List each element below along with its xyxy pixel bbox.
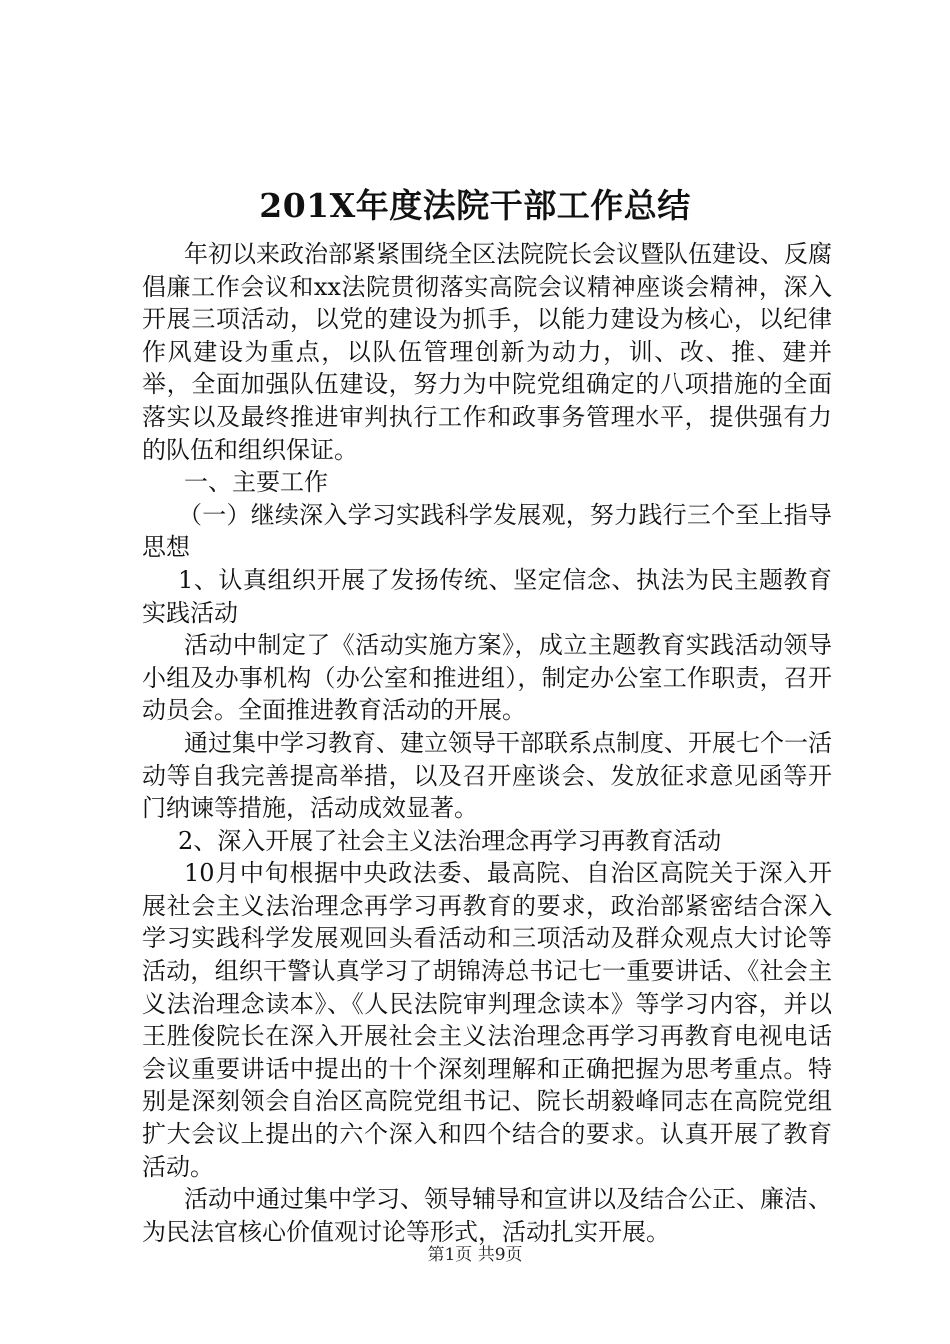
item-heading-1: 1、认真组织开展了发扬传统、坚定信念、执法为民主题教育实践活动 xyxy=(142,565,832,627)
paragraph-intro: 年初以来政治部紧紧围绕全区法院院长会议暨队伍建设、反腐倡廉工作会议和xx法院贯彻落实高院会议精神座谈会精神，深入开展三项活动，以党的建设为抓手，以能力建设为核心，以纪律作风建设为重点，以队伍管理创新为动力，训、改、推、建并举，全面加强队伍建设，努力为中院党组确定的八项措施的全面落实以及最终推进审判执行工作和政事务管理水平，提供强有力的队伍和组织保证。 xyxy=(142,240,832,464)
paragraph-activity-methods: 活动中通过集中学习、领导辅导和宣讲以及结合公正、廉洁、为民法官核心价值观讨论等形式，活动扎实开展。 xyxy=(142,1185,832,1246)
paragraph-activity-plan: 活动中制定了《活动实施方案》，成立主题教育实践活动领导小组及办事机构（办公室和推进组），制定办公室工作职责，召开动员会。全面推进教育活动的开展。 xyxy=(142,631,832,725)
item-heading-2: 2、深入开展了社会主义法治理念再学习再教育活动 xyxy=(178,826,722,855)
paragraph-activity-results: 通过集中学习教育、建立领导干部联系点制度、开展七个一活动等自我完善提高举措，以及召开座谈会、发放征求意见函等开门纳谏等措施，活动成效显著。 xyxy=(142,728,832,823)
document-title: 201X年度法院干部工作总结 xyxy=(259,186,691,225)
section-heading-main-work: 一、主要工作 xyxy=(184,468,328,497)
paragraph-rule-of-law: 10月中旬根据中央政法委、最高院、自治区高院关于深入开展社会主义法治理念再学习再教育的要求，政治部紧密结合深入学习实践科学发展观回头看活动和三项活动及群众观点大讨论等活动，组织干警认真学习了胡锦涛总书记七一重要讲话、《社会主义法治理念读本》、《人民法院审判理念读本》等学习内容，并以王胜俊院长在深入开展社会主义法治理念再学习再教育电视电话会议重要讲话中提出的十个深刻理解和正确把握为思考重点。特别是深刻领会自治区高院党组书记、院长胡毅峰同志在高院党组扩大会议上提出的六个深入和四个结合的要求。认真开展了教育活动。 xyxy=(142,859,832,1181)
document-body xyxy=(142,238,832,1248)
page-footer: 第1页 共9页 xyxy=(427,1245,523,1265)
subsection-heading-1: （一）继续深入学习实践科学发展观，努力践行三个至上指导思想 xyxy=(142,500,832,562)
